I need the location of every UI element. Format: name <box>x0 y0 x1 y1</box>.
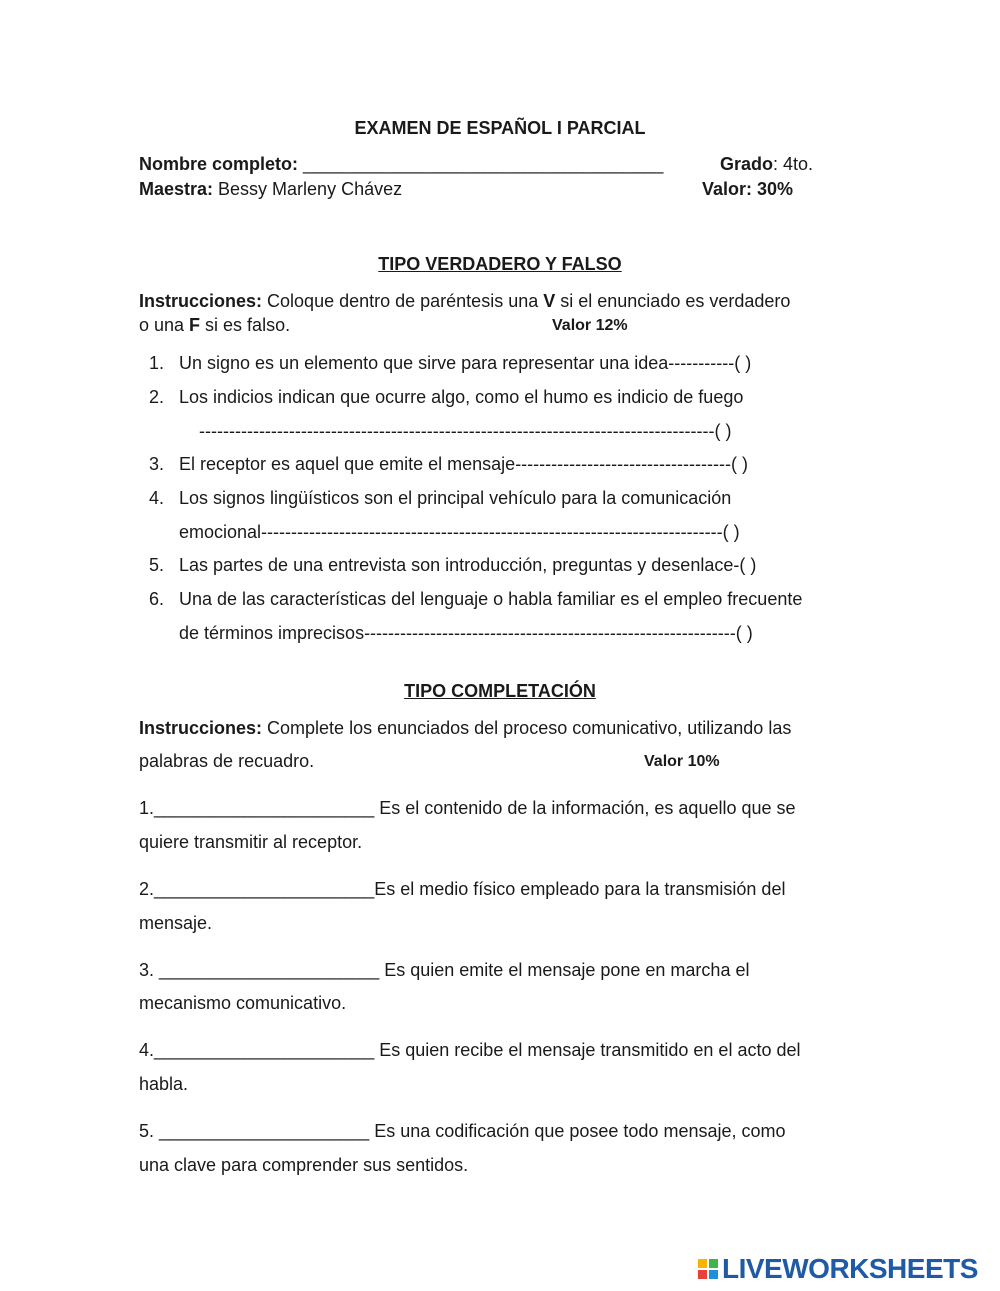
completion-item-line1[interactable]: 2.______________________Es el medio físico empleado para la transmisión del <box>139 879 786 899</box>
section2-instructions-line1 <box>139 718 791 739</box>
logo-icon <box>698 1259 718 1279</box>
teacher-label: Maestra: <box>139 179 214 199</box>
name-blank[interactable]: ____________________________________ <box>303 154 664 174</box>
section1-value: Valor 12% <box>552 317 628 334</box>
completion-item-line1[interactable]: 3. ______________________ Es quien emite el mensaje pone en marcha el <box>139 960 750 980</box>
instr-text: Complete los enunciados del proceso comunicativo, utilizando las <box>262 718 792 738</box>
section2-instr-label: Instrucciones: <box>139 718 263 738</box>
instr-text: o una <box>139 315 190 335</box>
tf-item-number: 2. <box>149 387 165 407</box>
section1-instructions-line2 <box>139 315 290 336</box>
tf-item-text[interactable]: Las partes de una entrevista son introducción, preguntas y desenlace-( ) <box>179 555 757 575</box>
tf-item-answer-line[interactable]: emocional-----------------------------------------------------------------------------( ) <box>179 522 740 542</box>
exam-value <box>702 179 793 200</box>
liveworksheets-logo <box>698 1254 978 1284</box>
instr-text: Coloque dentro de paréntesis una <box>262 291 544 311</box>
grade-value: : 4to. <box>773 154 814 174</box>
grade-label: Grado <box>720 154 774 174</box>
tf-item-number: 6. <box>149 589 165 609</box>
section2-value: Valor 10% <box>644 753 720 770</box>
tf-item-number: 5. <box>149 555 165 575</box>
completion-item-line2: mensaje. <box>139 913 213 933</box>
completion-item-line2: mecanismo comunicativo. <box>139 993 347 1013</box>
completion-item-line1[interactable]: 4.______________________ Es quien recibe el mensaje transmitido en el acto del <box>139 1040 801 1060</box>
tf-item-text[interactable]: El receptor es aquel que emite el mensaje------------------------------------( ) <box>179 454 748 474</box>
completion-item-line1[interactable]: 5. _____________________ Es una codificación que posee todo mensaje, como <box>139 1121 786 1141</box>
completion-item-line2: quiere transmitir al receptor. <box>139 832 363 852</box>
tf-item-text: Los signos lingüísticos son el principal vehículo para la comunicación <box>179 488 732 508</box>
completion-item-line2: una clave para comprender sus sentidos. <box>139 1155 469 1175</box>
name-label: Nombre completo: <box>139 154 299 174</box>
section2-instructions-line2: palabras de recuadro. <box>139 751 315 771</box>
tf-item-number: 1. <box>149 353 165 373</box>
instr-f: F <box>189 315 201 335</box>
tf-item-text: Una de las características del lenguaje o habla familiar es el empleo frecuente <box>179 589 803 609</box>
tf-item-text: Los indicios indican que ocurre algo, como el humo es indicio de fuego <box>179 387 744 407</box>
name-row <box>139 154 663 175</box>
tf-item-answer-line[interactable]: --------------------------------------------------------------------------------------( ) <box>199 421 732 441</box>
exam-title: EXAMEN DE ESPAÑOL I PARCIAL <box>354 118 646 138</box>
section1-instr-label: Instrucciones: <box>139 291 263 311</box>
tf-item-text[interactable]: Un signo es un elemento que sirve para representar una idea-----------( ) <box>179 353 752 373</box>
section2-title: TIPO COMPLETACIÓN <box>404 681 596 701</box>
completion-item-line1[interactable]: 1.______________________ Es el contenido de la información, es aquello que se <box>139 798 796 818</box>
teacher-row <box>139 179 402 200</box>
tf-item-answer-line[interactable]: de términos imprecisos--------------------------------------------------------------( ) <box>179 623 753 643</box>
exam-value-label: Valor: 30% <box>702 179 794 199</box>
instr-text: si es falso. <box>200 315 291 335</box>
section1-instructions-line1 <box>139 291 790 312</box>
instr-text: si el enunciado es verdadero <box>555 291 791 311</box>
section1-title: TIPO VERDADERO Y FALSO <box>378 254 622 274</box>
completion-item-line2: habla. <box>139 1074 189 1094</box>
tf-item-number: 3. <box>149 454 165 474</box>
instr-v: V <box>543 291 556 311</box>
grade-row <box>720 154 813 175</box>
logo-text: LIVEWORKSHEETS <box>722 1253 978 1284</box>
tf-item-number: 4. <box>149 488 165 508</box>
teacher-value: Bessy Marleny Chávez <box>213 179 403 199</box>
